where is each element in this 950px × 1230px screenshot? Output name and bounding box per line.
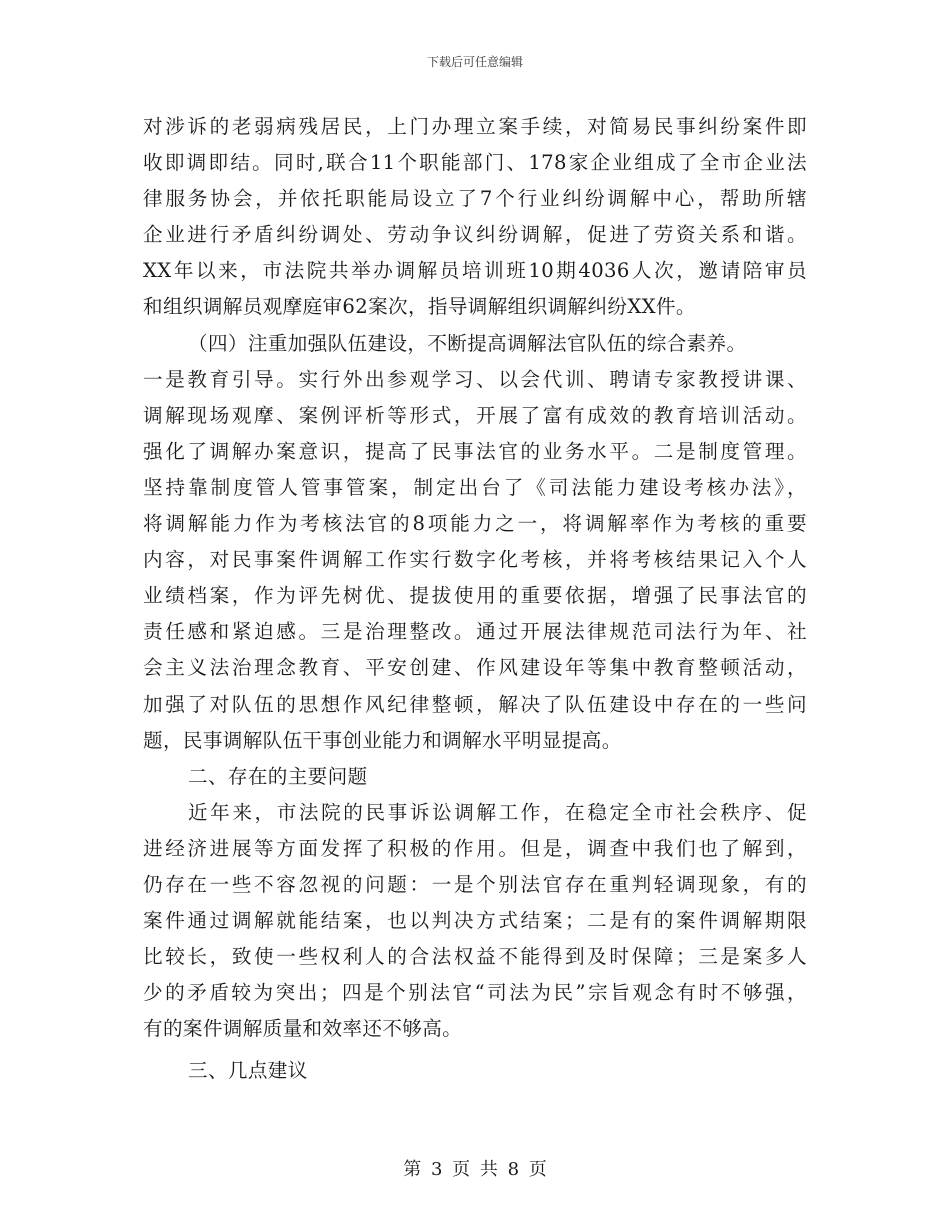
text-line: 和组织调解员观摩庭审62案次，指导调解组织调解纠纷XX件。 <box>143 295 696 319</box>
text-line: 企业进行矛盾纠纷调处、劳动争议纠纷调解，促进了劳资关系和谐。 <box>143 223 807 247</box>
text-line: 内容，对民事案件调解工作实行数字化考核，并将考核结果记入个人 <box>143 548 807 572</box>
text-line: XX年以来，市法院共举办调解员培训班10期4036人次，邀请陪审员 <box>143 259 807 283</box>
text-line: 将调解能力作为考核法官的8项能力之一，将调解率作为考核的重要 <box>143 512 807 536</box>
page-number: 第 3 页 共 8 页 <box>403 1159 547 1180</box>
text-line: 坚持靠制度管人管事管案，制定出台了《司法能力建设考核办法》， <box>143 475 807 499</box>
text-line: 加强了对队伍的思想作风纪律整顿，解决了队伍建设中存在的一些问 <box>143 692 807 716</box>
text-line: 进经济进展等方面发挥了积极的作用。但是，调查中我们也了解到， <box>143 836 807 860</box>
page-header: 下载后可任意编辑 <box>426 55 523 69</box>
text-line: 责任感和紧迫感。三是治理整改。通过开展法律规范司法行为年、社 <box>143 620 807 644</box>
text-line: 仍存在一些不容忽视的问题：一是个别法官存在重判轻调现象，有的 <box>143 872 807 896</box>
text-line: 收即调即结。同时,联合11个职能部门、178家企业组成了全市企业法 <box>143 151 807 175</box>
text-line: 少的矛盾较为突出；四是个别法官“司法为民”宗旨观念有时不够强， <box>143 981 807 1005</box>
text-line: 有的案件调解质量和效率还不够高。 <box>143 1017 463 1041</box>
text-line: 调解现场观摩、案例评析等形式，开展了富有成效的教育培训活动。 <box>143 403 807 427</box>
text-line: 案件通过调解就能结案，也以判决方式结案；二是有的案件调解期限 <box>143 909 807 933</box>
text-line: 会主义法治理念教育、平安创建、作风建设年等集中教育整顿活动， <box>143 656 807 680</box>
text-line: （四）注重加强队伍建设，不断提高调解法官队伍的综合素养。 <box>188 331 747 355</box>
text-line: 近年来，市法院的民事诉讼调解工作，在稳定全市社会秩序、促 <box>188 800 807 824</box>
text-line: 律服务协会，并依托职能局设立了7个行业纠纷调解中心，帮助所辖 <box>143 187 807 211</box>
text-line: 对涉诉的老弱病残居民，上门办理立案手续，对简易民事纠纷案件即 <box>143 115 807 138</box>
document-body <box>143 109 807 1090</box>
text-line: 比较长，致使一些权利人的合法权益不能得到及时保障；三是案多人 <box>143 945 807 969</box>
text-line: 题，民事调解队伍干事创业能力和调解水平明显提高。 <box>143 728 622 752</box>
text-line: 业绩档案，作为评先树优、提拔使用的重要依据，增强了民事法官的 <box>143 584 807 608</box>
text-line: 三、几点建议 <box>188 1059 308 1083</box>
text-line: 强化了调解办案意识，提高了民事法官的业务水平。二是制度管理。 <box>143 439 807 463</box>
text-line: 二、存在的主要问题 <box>188 764 368 788</box>
text-line: 一是教育引导。实行外出参观学习、以会代训、聘请专家教授讲课、 <box>143 367 807 391</box>
